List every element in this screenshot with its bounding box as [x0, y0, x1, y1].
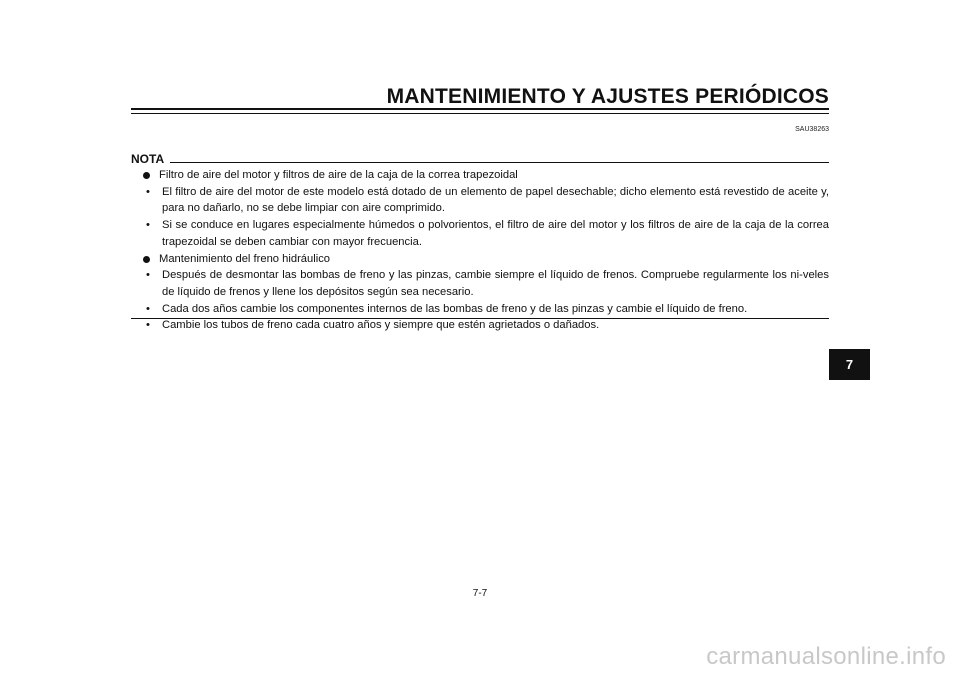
list-item-text: Cada dos años cambie los componentes internos de las bombas de freno y de las pinzas y cambie el líquido de freno.	[162, 302, 748, 315]
bullet-icon: •	[146, 185, 150, 198]
list-item-text: Cambie los tubos de freno cada cuatro años y siempre que estén agrietados o dañados.	[162, 319, 600, 332]
note-heading	[131, 153, 829, 165]
header-rule-thin	[131, 113, 829, 114]
bullet-icon: •	[146, 269, 150, 282]
note-content	[141, 167, 829, 334]
note-section-air-filter	[141, 167, 829, 184]
bullet-icon: •	[146, 302, 150, 315]
filled-circle-bullet-icon	[143, 172, 150, 179]
bullet-icon: •	[146, 219, 150, 232]
page-title: MANTENIMIENTO Y AJUSTES PERIÓDICOS	[386, 85, 829, 108]
list-item	[141, 217, 829, 250]
page-number: 7-7	[472, 588, 488, 599]
section-title: Filtro de aire del motor y filtros de aire de la caja de la correa trapezoidal	[159, 169, 518, 181]
reference-code: SAU38263	[795, 126, 829, 133]
note-end-rule	[131, 318, 829, 319]
section-title: Mantenimiento del freno hidráulico	[159, 252, 331, 265]
list-item	[141, 184, 829, 217]
header-rule	[131, 108, 829, 110]
bullet-icon: •	[146, 319, 150, 332]
list-item-text: Después de desmontar las bombas de freno y las pinzas, cambie siempre el líquido de frenos. Compruebe regularmente los ni-veles de líquido de frenos y llene los depósitos según sea necesario.	[162, 269, 829, 298]
list-item	[141, 317, 829, 334]
note-label: NOTA	[131, 152, 165, 166]
watermark: carmanualsonline.info	[706, 643, 946, 670]
list-item-text: El filtro de aire del motor de este modelo está dotado de un elemento de papel desechable; dicho elemento está revestido de aceite y, para no dañarlo, no se debe limpiar con aire comprimido.	[162, 185, 829, 215]
list-item-text: Si se conduce en lugares especialmente húmedos o polvorientos, el filtro de aire del motor y los filtros de aire de la caja de la correa trapezoidal se deben cambiar con mayor frecuencia.	[162, 219, 829, 248]
note-section-hydraulic-brake	[141, 251, 829, 268]
filled-circle-bullet-icon	[143, 256, 150, 263]
list-item	[141, 301, 829, 318]
chapter-tab: 7	[829, 349, 870, 380]
note-rule	[170, 162, 829, 163]
list-item	[141, 267, 829, 300]
